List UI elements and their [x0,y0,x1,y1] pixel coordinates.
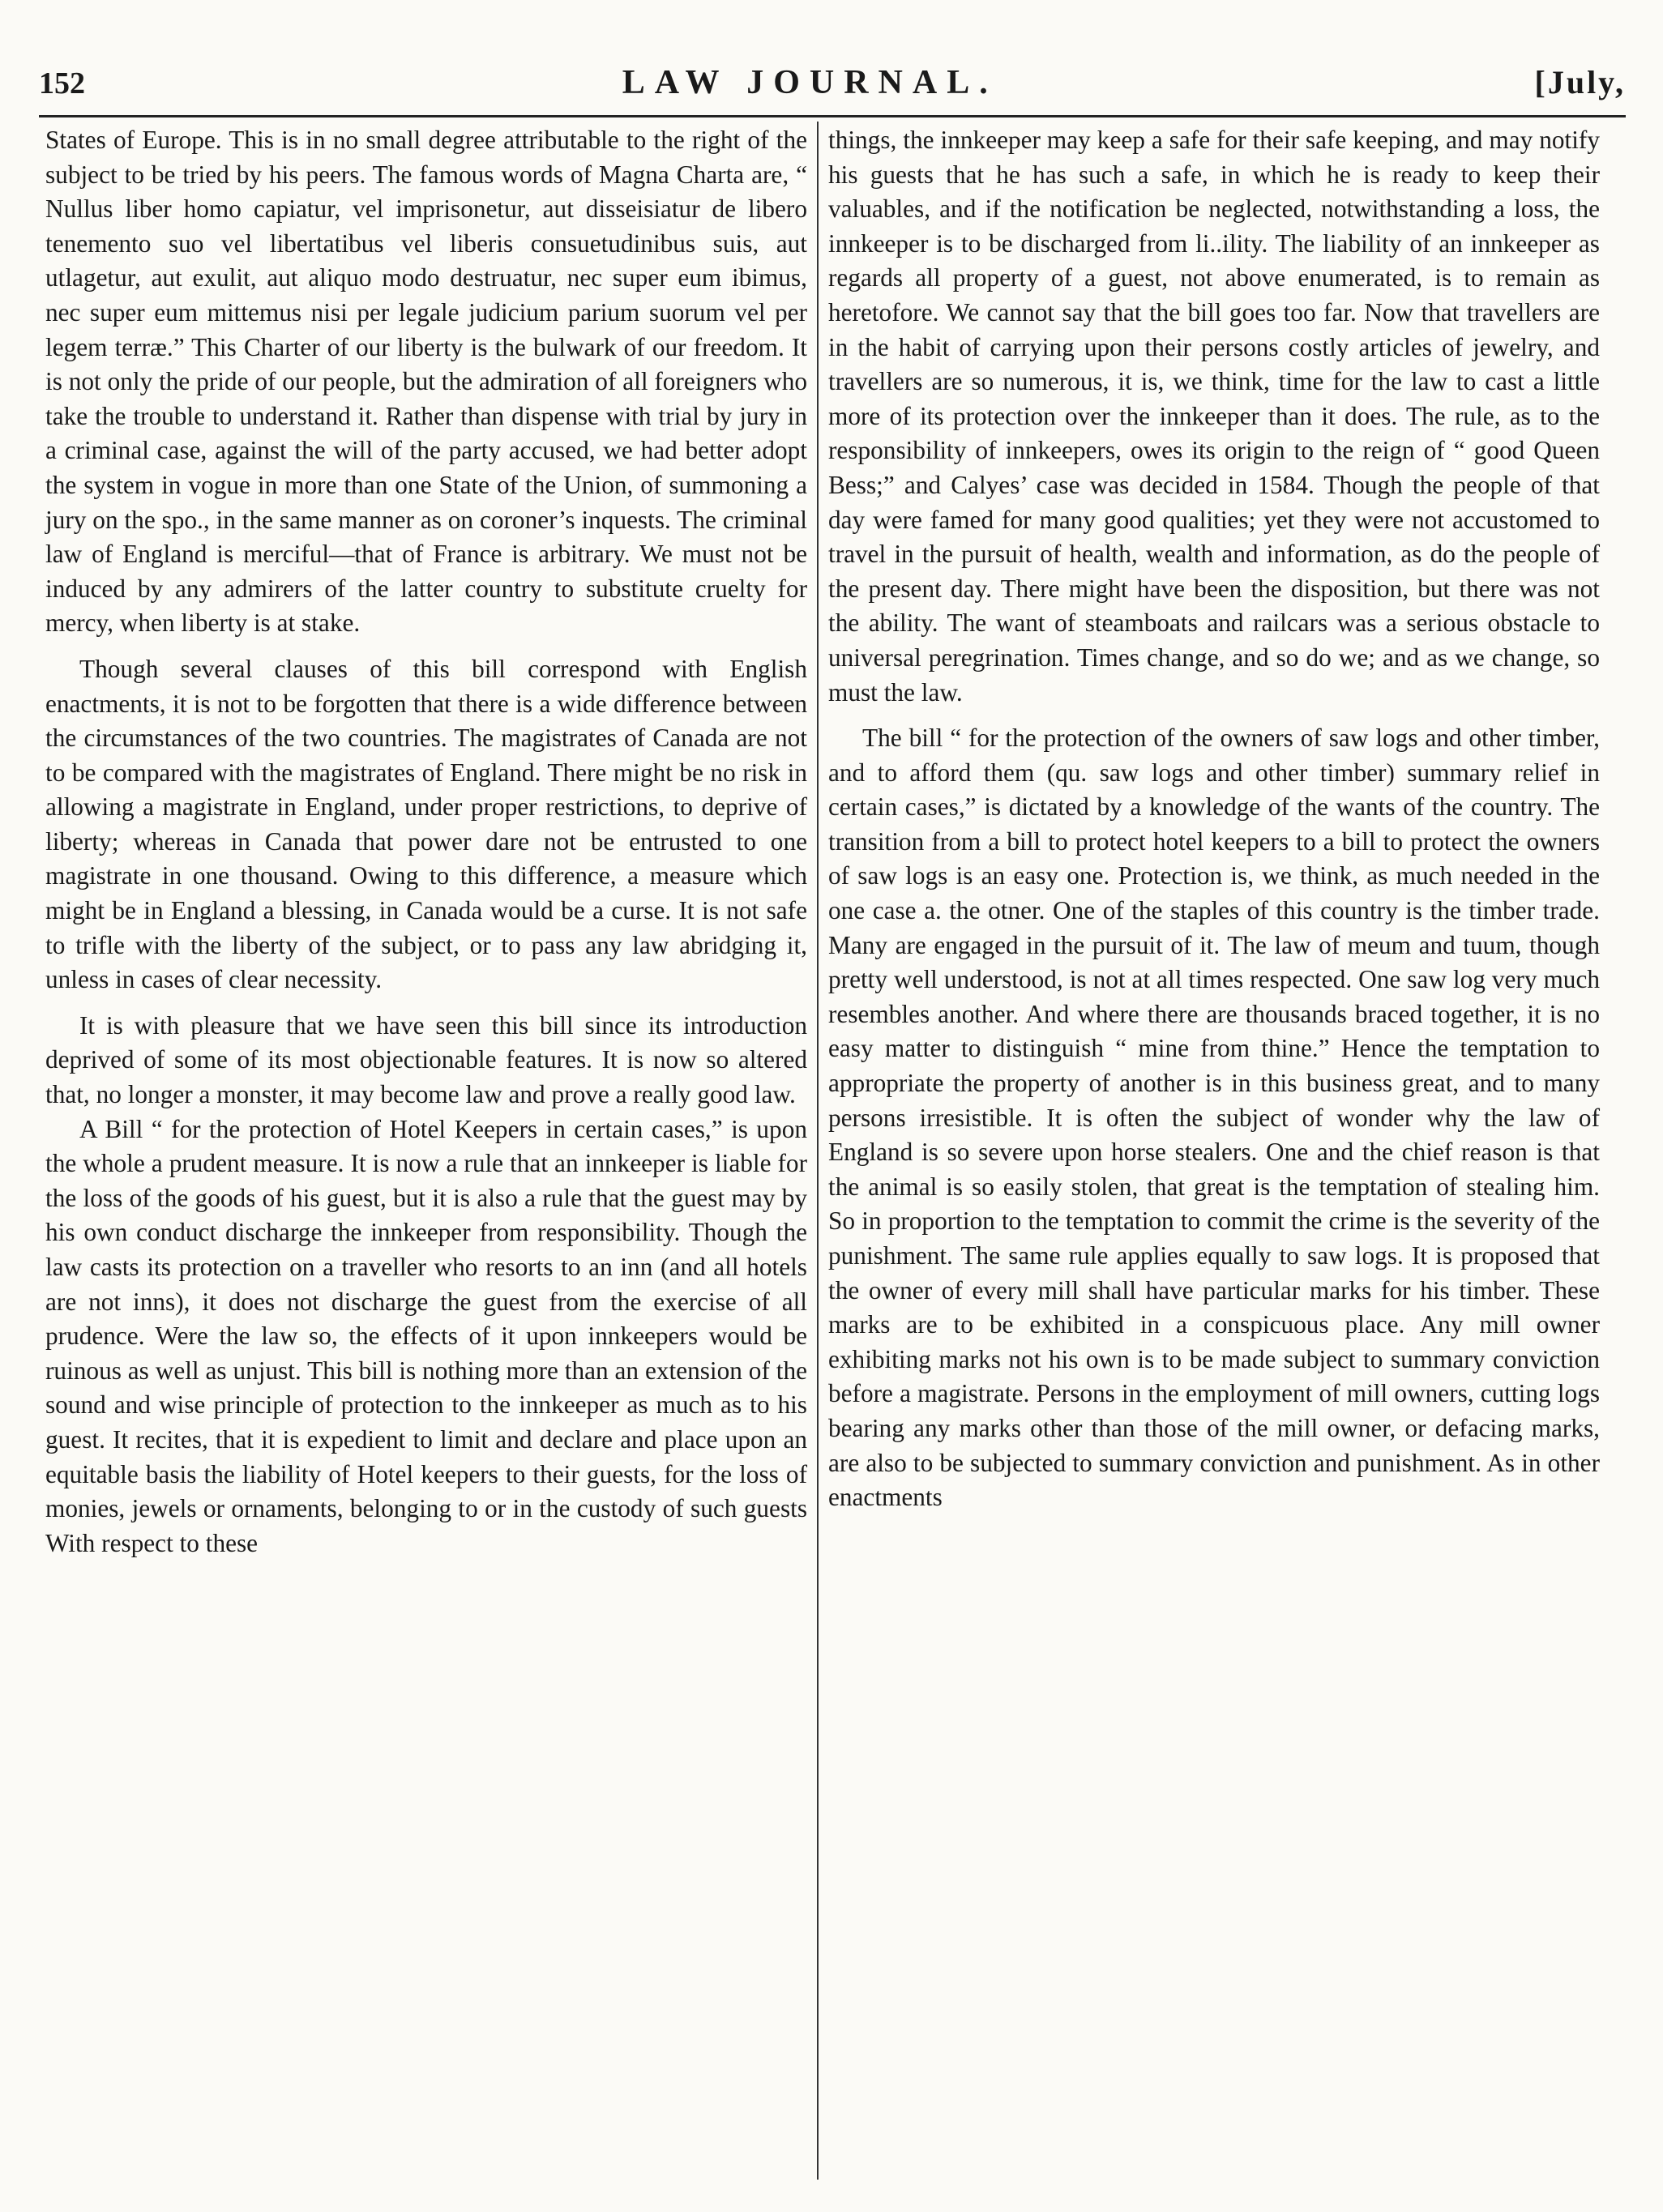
running-date: [July, [1534,64,1626,100]
running-title: LAW JOURNAL. [622,64,998,101]
left-column [45,123,807,2183]
paragraph: Though several clauses of this bill correspond with English enactments, it is not to be forgotten that there is a wide difference between the circumstances of the two countries. The magistrates of Canada are not to be compared with the magistrates of England. There might be no risk in allowing a magistrate in England, under proper restrictions, to deprive of liberty; whereas in Canada that power dare not be entrusted to one magistrate in one thousand. Owing to this difference, a measure which might be in England a blessing, in Canada would be a curse. It is not safe to trifle with the liberty of the subject, or to pass any law abridging it, unless in cases of clear necessity. [45,654,807,994]
right-column [828,123,1600,2183]
page-number: 152 [39,66,85,100]
column-divider [817,122,819,2180]
paragraph: It is with pleasure that we have seen this bill since its introduction deprived of some of its most objectionable features. It is now so altered that, no longer a monster, it may become law and prove a really good law. [45,1010,807,1109]
paragraph: things, the innkeeper may keep a safe for their safe keeping, and may notify his guests that he has such a safe, in which he is ready to keep their valuables, and if the notification be neglected, notwithstanding a loss, the innkeeper is to be discharged from li..ility. The liability of an innkeeper as regards all property of a guest, not above enumerated, is to remain as heretofore. We cannot say that the bill goes too far. Now that travellers are in the habit of carrying upon their persons costly articles of jewelry, and travellers are so numerous, it is, we think, time for the law to cast a little more of its protection over the innkeeper than it does. The rule, as to the responsibility of innkeepers, owes its origin to the reign of “ good Queen Bess;” and Calyes’ case was decided in 1584. Though the people of that day were famed for many good qualities; yet they were not accustomed to travel in the pursuit of health, wealth and information, as do the people of the present day. There might have been the disposition, but there was not the ability. The want of steamboats and railcars was a serious obstacle to universal peregrination. Times change, and so do we; and as we change, so must the law. [828,126,1600,707]
paragraph: A Bill “ for the protection of Hotel Keepers in certain cases,” is upon the whole a prudent measure. It is now a rule that an innkeeper is liable for the loss of the goods of his guest, but it is also a rule that the guest may by his own conduct discharge the innkeeper from responsibility. Though the law casts its protection on a traveller who resorts to an inn (and all hotels are not inns), it does not discharge the guest from the exercise of all prudence. Were the law so, the effects of it upon innkeepers would be ruinous as well as unjust. This bill is nothing more than an extension of the sound and wise principle of protection to the innkeeper as much as to his guest. It recites, that it is expedient to limit and declare and place upon an equitable basis the liability of Hotel keepers to their guests, for the loss of monies, jewels or ornaments, belonging to or in the custody of such guests With respect to these [45,1114,807,1557]
paragraph: The bill “ for the protection of the owners of saw logs and other timber, and to afford them (qu. saw logs and other timber) summary relief in certain cases,” is dictated by a knowledge of the wants of the country. The transition from a bill to protect hotel keepers to a bill to protect the owners of saw logs is an easy one. Protection is, we think, as much needed in the one case a. the otner. One of the staples of this country is the timber trade. Many are engaged in the pursuit of it. The law of meum and tuum, though pretty well understood, is not at all times respected. One saw log very much resembles another. And where there are thousands braced together, it is no easy matter to distinguish “ mine from thine.” Hence the temptation to appropriate the property of another is in this business great, and to many persons irresistible. It is often the subject of wonder why the law of England is so severe upon horse stealers. One and the chief reason is that the animal is so easily stolen, that great is the temptation of stealing him. So in proportion to the temptation to commit the crime is the severity of the punishment. The same rule applies equally to saw logs. It is proposed that the owner of every mill shall have particular marks for his timber. These marks are to be exhibited in a conspicuous place. Any mill owner exhibiting marks not his own is to be made subject to summary conviction before a magistrate. Persons in the employment of mill owners, cutting logs bearing any marks other than those of the mill owner, or defacing marks, are also to be subjected to summary conviction and punishment. As in other enactments [828,724,1600,1512]
page-header [39,63,1626,120]
paragraph: States of Europe. This is in no small degree attributable to the right of the subject to be tried by his peers. The famous words of Magna Charta are, “ Nullus liber homo capiatur, vel imprisonetur, aut disseisiatur de libero tenemento suo vel libertatibus vel liberis consuetudinibus suis, aut utlagetur, aut exulit, aut aliquo modo destruatur, nec super eum ibimus, nec super eum mittemus nisi per legale judicium parium suorum vel per legem terræ.” This Charter of our liberty is the bulwark of our freedom. It is not only the pride of our people, but the admiration of all foreigners who take the trouble to understand it. Rather than dispense with trial by jury in a criminal case, against the will of the party accused, we had better adopt the system in vogue in more than one State of the Union, of summoning a jury on the spo., in the same manner as on coroner’s inquests. The criminal law of England is merciful—that of France is arbitrary. We must not be induced by any admirers of the latter country to substitute cruelty for mercy, when liberty is at stake. [45,126,807,638]
header-rule [39,115,1626,117]
